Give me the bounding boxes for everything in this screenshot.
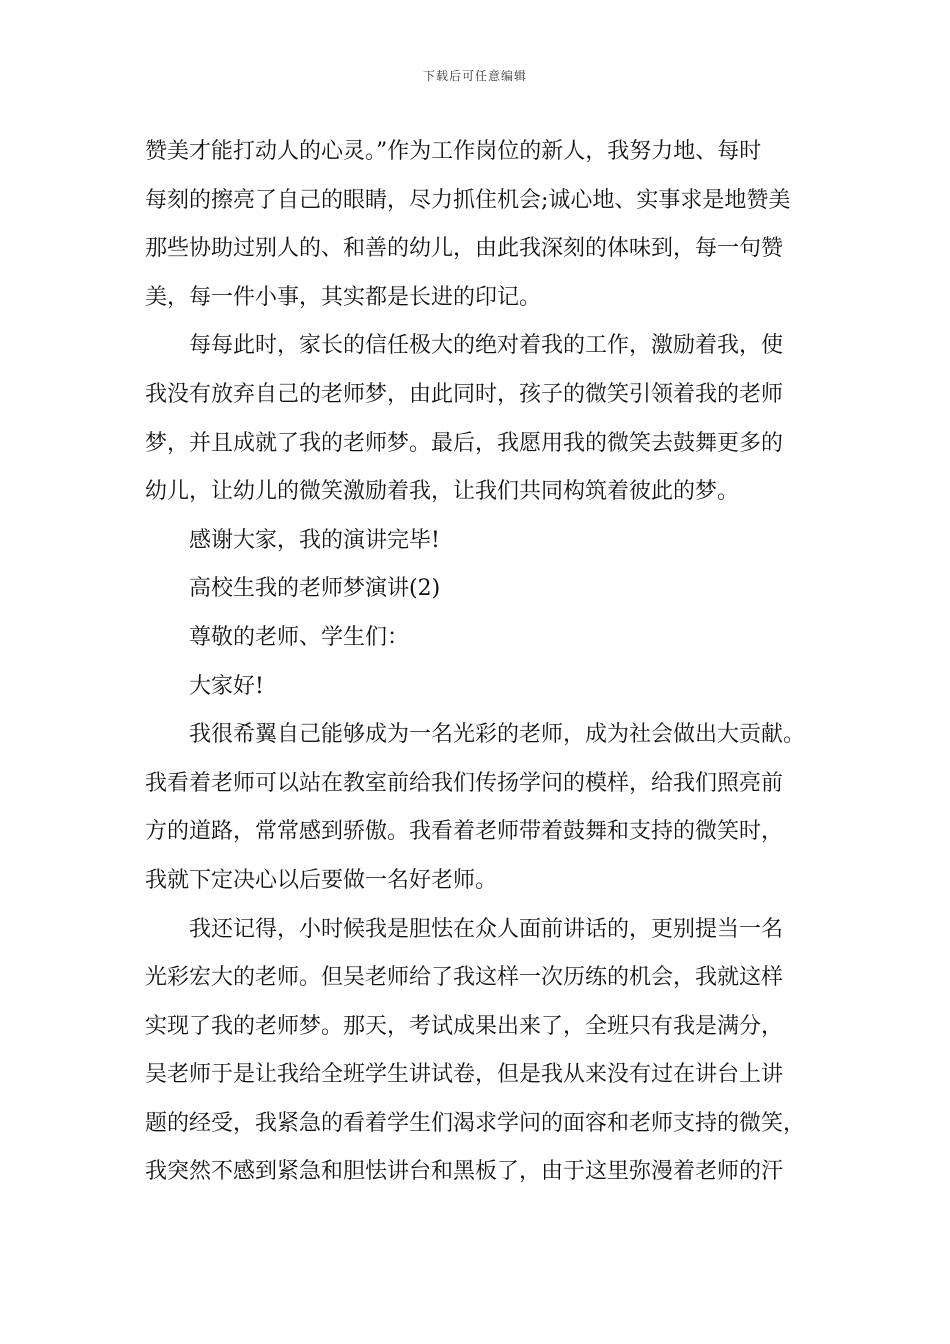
text-line: 每每此时，家长的信任极大的绝对着我的工作，激励着我，使: [189, 333, 784, 359]
text-line: 我还记得，小时候我是胆怯在众人面前讲话的，更别提当一名: [189, 916, 784, 942]
text-line: 实现了我的老师梦。那天，考试成果出来了，全班只有我是满分，: [145, 1013, 784, 1039]
text-line: 那些协助过别人的、和善的幼儿，由此我深刻的体味到，每一句赞: [145, 236, 784, 262]
text-line: 尊敬的老师、学生们：: [189, 624, 410, 650]
text-line: 我突然不感到紧急和胆怯讲台和黑板了，由于这里弥漫着老师的汗: [145, 1159, 784, 1185]
body-text: [145, 128, 810, 1197]
text-line: 每刻的擦亮了自己的眼睛，尽力抓住机会;诚心地、实事求是地赞美: [145, 187, 791, 213]
text-line: 我看着老师可以站在教室前给我们传扬学问的模样，给我们照亮前: [145, 770, 784, 796]
text-line: 赞美才能打动人的心灵。”作为工作岗位的新人，我努力地、每时: [145, 139, 762, 164]
text-line: 光彩宏大的老师。但吴老师给了我这样一次历练的机会，我就这样: [145, 965, 784, 991]
text-line: 感谢大家，我的演讲完毕!: [189, 527, 440, 553]
text-line: 我没有放弃自己的老师梦，由此同时，孩子的微笑引领着我的老师: [145, 381, 784, 407]
text-line: 高校生我的老师梦演讲(2): [189, 576, 441, 602]
text-line: 美，每一件小事，其实都是长进的印记。: [145, 284, 542, 310]
text-line: 幼儿，让幼儿的微笑激励着我，让我们共同构筑着彼此的梦。: [145, 479, 740, 505]
text-line: 题的经受，我紧急的看着学生们渴求学问的面容和老师支持的微笑，: [145, 1110, 806, 1136]
text-line: 大家好!: [189, 673, 264, 699]
text-line: 我就下定决心以后要做一名好老师。: [145, 867, 498, 893]
text-line: 吴老师于是让我给全班学生讲试卷，但是我从来没有过在讲台上讲: [145, 1062, 784, 1088]
page-header: 下载后可任意编辑: [422, 69, 527, 83]
text-line: 我很希翼自己能够成为一名光彩的老师，成为社会做出大贡献。: [189, 722, 806, 748]
text-line: 梦，并且成就了我的老师梦。最后，我愿用我的微笑去鼓舞更多的: [145, 430, 784, 456]
text-line: 方的道路，常常感到骄傲。我看着老师带着鼓舞和支持的微笑时，: [145, 819, 784, 845]
